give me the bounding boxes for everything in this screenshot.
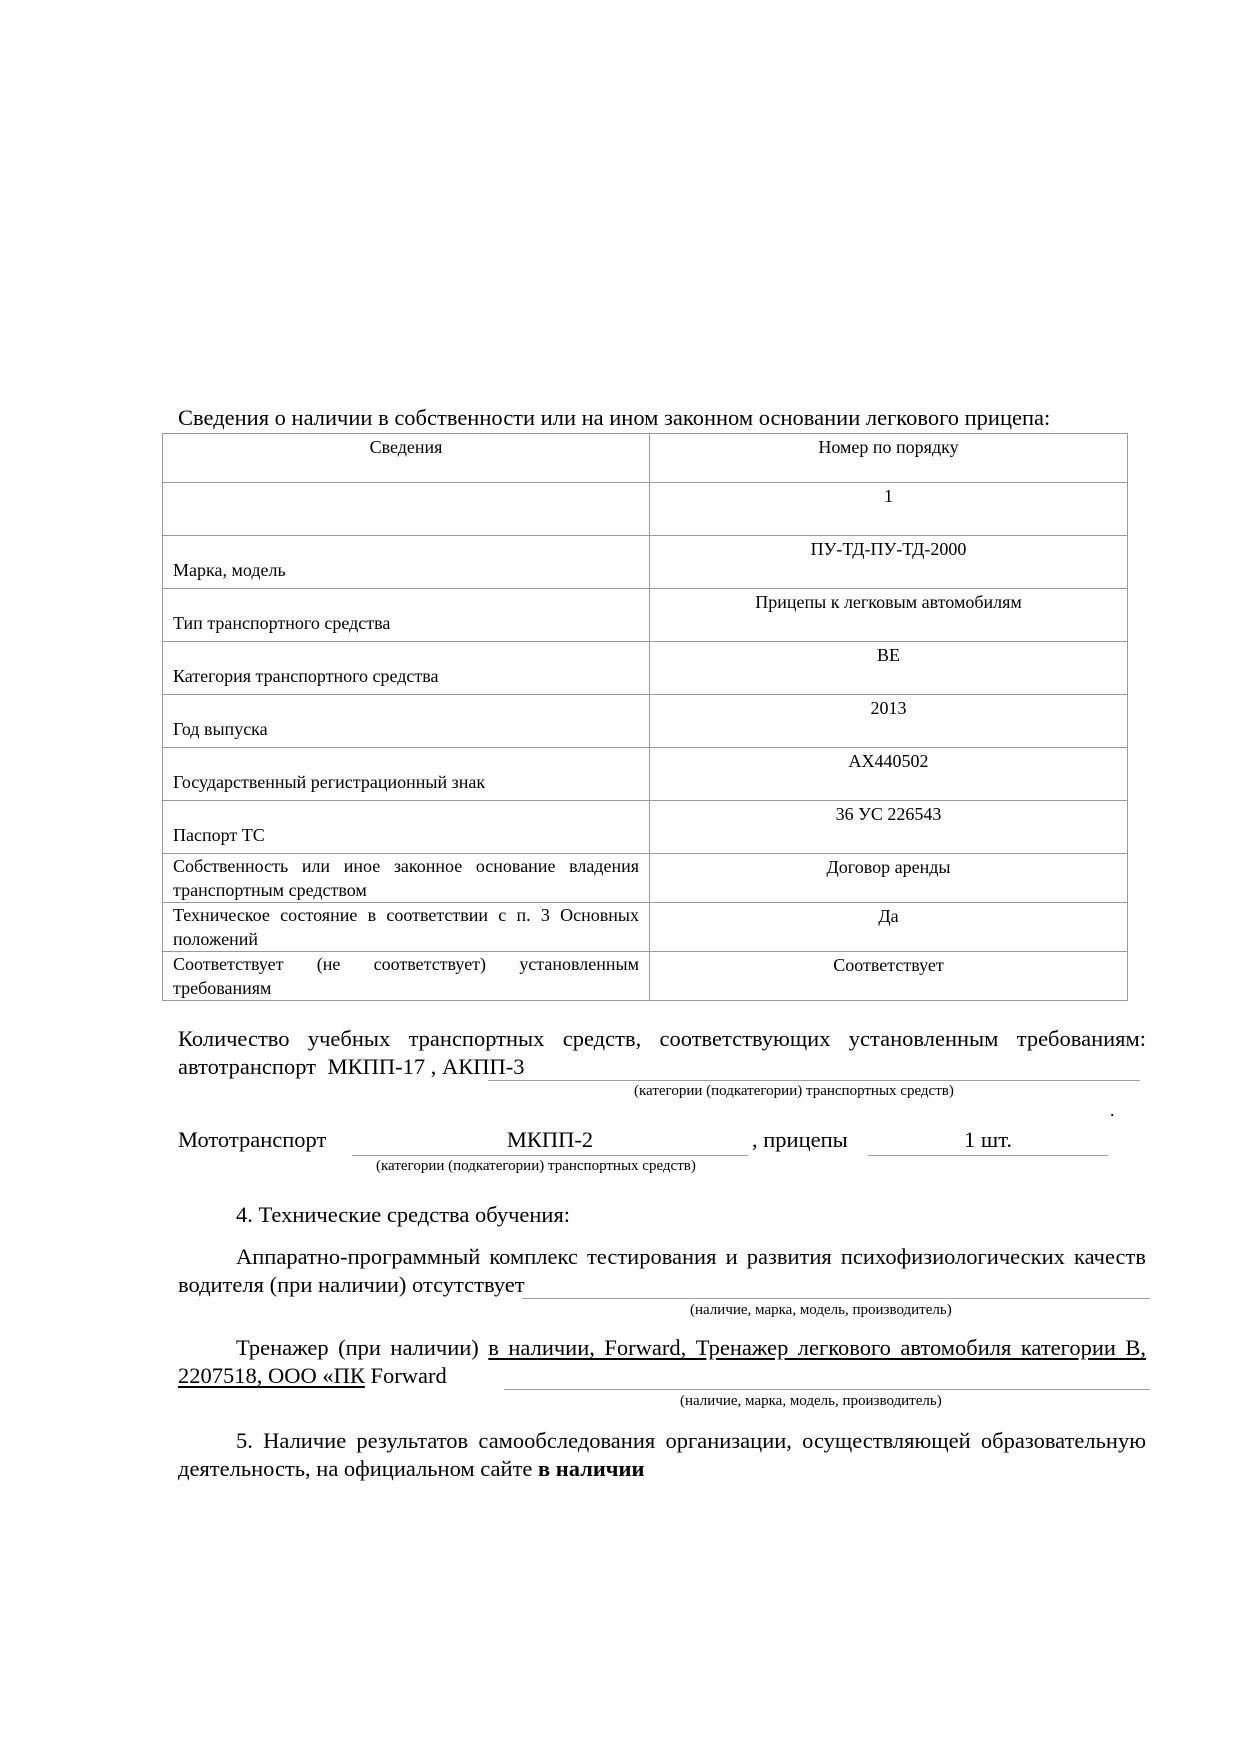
apk-text: Аппаратно-программный комплекс тестирования и развития психофизиологических качеств водителя (при наличии) [178, 1244, 1146, 1297]
table-row [163, 854, 1128, 903]
table-cell-label: Категория транспортного средства [163, 642, 650, 695]
moto-value: МКПП-2 [506, 1127, 594, 1152]
table-cell-label: Собственность или иное законное основание владения транспортным средством [163, 854, 650, 903]
trainer-label: Тренажер (при наличии) [236, 1335, 479, 1360]
table-cell-value: ПУ-ТД-ПУ-ТД-2000 [650, 536, 1128, 589]
moto-value-underline [352, 1155, 748, 1156]
trainer-caption: (наличие, марка, модель, производитель) [680, 1393, 942, 1409]
moto-caption: (категории (подкатегории) транспортных средств) [376, 1158, 696, 1174]
table-cell-value: 2013 [650, 695, 1128, 748]
moto-label: Мототранспорт [178, 1127, 327, 1152]
section5-text: 5. Наличие результатов самообследования организации, осуществляющей образовательную деятельность, на официальном сайте [178, 1428, 1146, 1481]
trailing-dot: . [1110, 1100, 1115, 1120]
table-cell-value: Да [650, 903, 1128, 952]
section4-heading: 4. Технические средства обучения: [236, 1202, 571, 1227]
table-row [163, 483, 1128, 536]
table-row [163, 695, 1128, 748]
table-row [163, 642, 1128, 695]
auto-caption: (категории (подкатегории) транспортных средств) [634, 1083, 954, 1099]
table-cell-value: АХ440502 [650, 748, 1128, 801]
trainer-value: в наличии, Forward, Тренажер легкового автомобиля категории В, 2207518, ООО «ПК [178, 1335, 1147, 1388]
apk-value-underline [522, 1298, 1150, 1299]
table-row [163, 748, 1128, 801]
table-header-cell: Номер по порядку [650, 434, 1128, 483]
trainer-paragraph [178, 1334, 1146, 1390]
table-row [163, 903, 1128, 952]
apk-value: отсутствует [412, 1272, 525, 1297]
table-cell-label [163, 483, 650, 536]
table-cell-label: Год выпуска [163, 695, 650, 748]
table-row [163, 952, 1128, 1001]
vehicles-count-text: Количество учебных транспортных средств, соответствующих установленным требованиям: автотранспорт [178, 1026, 1146, 1079]
apk-caption: (наличие, марка, модель, производитель) [690, 1302, 952, 1318]
table-header-cell: Сведения [163, 434, 650, 483]
table-header-row [163, 434, 1128, 483]
table-cell-label: Техническое состояние в соответствии с п. 3 Основных положений [163, 903, 650, 952]
table-row [163, 536, 1128, 589]
apk-paragraph [178, 1243, 1146, 1299]
section5-value: в наличии [538, 1456, 645, 1481]
section-title: Сведения о наличии в собственности или на ином законном основании легкового прицепа: [178, 405, 1051, 430]
trailer-info-table [162, 433, 1128, 1001]
table-cell-label: Соответствует (не соответствует) установленным требованиям [163, 952, 650, 1001]
table-cell-value: BE [650, 642, 1128, 695]
table-cell-label: Государственный регистрационный знак [163, 748, 650, 801]
vehicles-count-paragraph [178, 1025, 1146, 1081]
table-cell-label: Марка, модель [163, 536, 650, 589]
table-row [163, 589, 1128, 642]
table-cell-value: Соответствует [650, 952, 1128, 1001]
table-cell-label: Паспорт ТС [163, 801, 650, 854]
trailers-value-underline [868, 1155, 1108, 1156]
table-cell-value: Договор аренды [650, 854, 1128, 903]
auto-value-underline [488, 1080, 1140, 1081]
auto-value: МКПП-17 , АКПП-3 [327, 1054, 525, 1079]
table-cell-value: 36 УС 226543 [650, 801, 1128, 854]
table-cell-value: 1 [650, 483, 1128, 536]
trailers-value: 1 шт. [964, 1127, 1012, 1152]
trainer-value-underline [504, 1389, 1150, 1390]
section5-paragraph [178, 1427, 1146, 1483]
trailers-label: , прицепы [752, 1127, 848, 1152]
table-cell-value: Прицепы к легковым автомобилям [650, 589, 1128, 642]
table-row [163, 801, 1128, 854]
trainer-value-tail: Forward [370, 1363, 447, 1388]
table-cell-label: Тип транспортного средства [163, 589, 650, 642]
